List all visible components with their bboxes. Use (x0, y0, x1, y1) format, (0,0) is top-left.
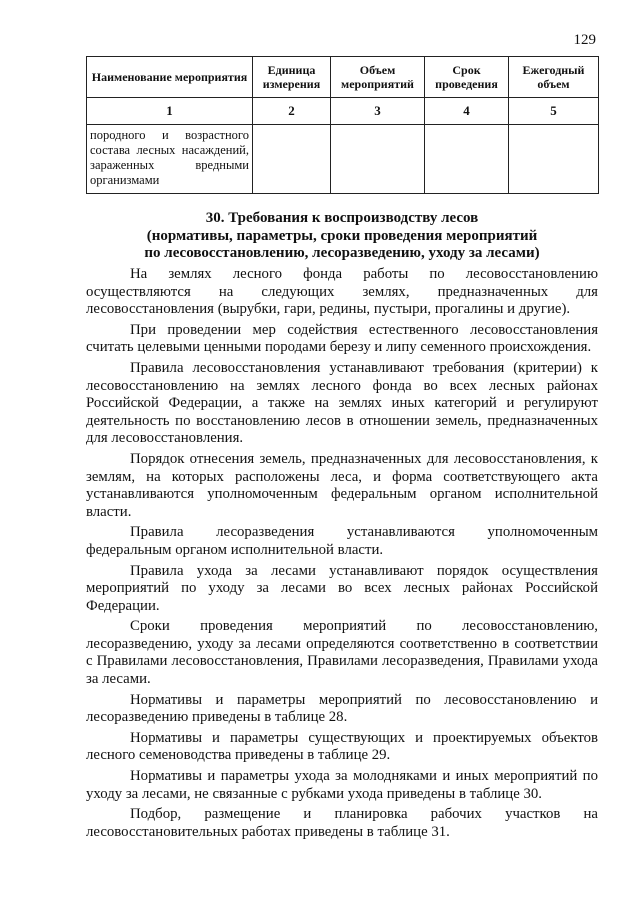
table-cell (87, 125, 253, 194)
table-cell (331, 125, 425, 194)
header-activity-name: Наименование мероприятия (87, 57, 253, 98)
table-row (87, 125, 599, 194)
paragraph: Правила лесоразведения устанавливаются уполномоченным федеральным органом исполнительной власти. (86, 524, 598, 558)
activity-name-text: породного и возрастного состава лесных насаждений, зараженных вредными организмами (90, 128, 249, 187)
column-number: 1 (87, 98, 253, 125)
page-number: 129 (573, 32, 596, 48)
paragraph: Подбор, размещение и планировка рабочих участков на лесовосстановительных работах приведены в таблице 31. (86, 806, 598, 840)
measures-table (86, 56, 599, 194)
paragraph: Нормативы и параметры мероприятий по лесовосстановлению и лесоразведению приведены в таблице 28. (86, 691, 598, 726)
paragraph: Порядок отнесения земель, предназначенных для лесовосстановления, к землям, на которых расположены леса, и форма соответствующего акта устанавливаются уполномоченным федеральным органом исполнительной власти. (86, 450, 598, 520)
column-number: 3 (331, 98, 425, 125)
paragraph: При проведении мер содействия естественного лесовосстановления считать целевыми ценными породами березу и липу семенного происхождения. (86, 321, 598, 356)
section-title (86, 210, 598, 263)
header-unit: Единица измерения (253, 57, 331, 98)
header-volume: Объем мероприятий (331, 57, 425, 98)
section-title-line: по лесовосстановлению, лесоразведению, уходу за лесами) (144, 245, 540, 261)
column-number: 5 (509, 98, 599, 125)
column-number-row (87, 98, 599, 125)
paragraph: На землях лесного фонда работы по лесовосстановлению осуществляются на следующих землях, предназначенных для лесовосстановления (вырубки, гари, редины, пустыри, прогалины и другие). (86, 266, 598, 318)
column-number: 4 (425, 98, 509, 125)
section-title-line: (нормативы, параметры, сроки проведения мероприятий (146, 227, 538, 244)
table-cell (509, 125, 599, 194)
paragraph: Правила ухода за лесами устанавливают порядок осуществления мероприятий по уходу за лесами во всех лесных районах Российской Федерации. (86, 562, 598, 614)
table-header-row (87, 57, 599, 98)
paragraph: Нормативы и параметры существующих и проектируемых объектов лесного семеноводства приведены в таблице 29. (86, 729, 598, 764)
paragraph: Сроки проведения мероприятий по лесовосстановлению, лесоразведению, уходу за лесами определяются соответственно в соответствии с Правилами лесовосстановления, Правилами лесоразведения, Правилами ухода за лесами. (86, 618, 598, 688)
header-annual-volume: Ежегодный объем (509, 57, 599, 98)
table-cell (253, 125, 331, 194)
column-number: 2 (253, 98, 331, 125)
paragraph: Правила лесовосстановления устанавливают требования (критерии) к лесовосстановлению на землях лесного фонда во всех лесных районах Российской Федерации, а также на землях иных категорий и регулируют деятельность по восстановлению лесов в отношении земель, предназначенных для лесовосстановления. (86, 359, 598, 447)
section-title-line: 30. Требования к воспроизводству лесов (205, 210, 479, 226)
header-term: Срок проведения (425, 57, 509, 98)
paragraph: Нормативы и параметры ухода за молодняками и иных мероприятий по уходу за лесами, не связанные с рубками ухода приведены в таблице 30. (86, 768, 598, 802)
body-text (86, 266, 598, 844)
table-cell (425, 125, 509, 194)
